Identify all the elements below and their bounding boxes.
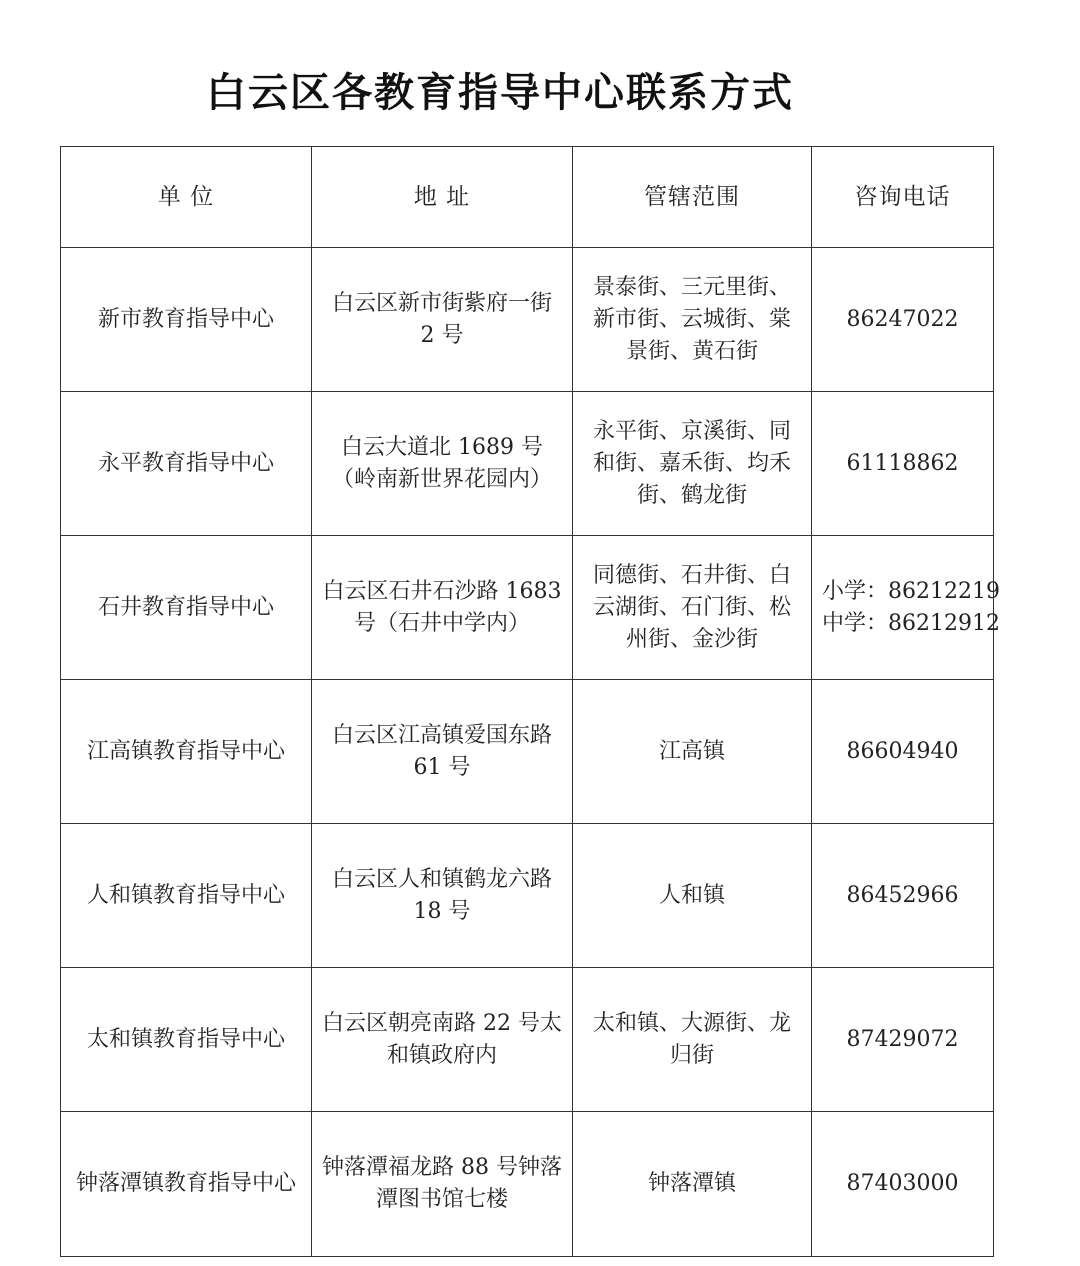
phone-number: 86452966 xyxy=(846,882,959,908)
table-body xyxy=(61,248,1000,1257)
unit-cell: 江高镇教育指导中心 xyxy=(61,680,312,824)
page-title: 白云区各教育指导中心联系方式 xyxy=(206,69,794,116)
address-cell: 白云区人和镇鹤龙六路 18 号 xyxy=(312,824,573,968)
phone-number-primary: 小学：86212219 xyxy=(822,578,1000,604)
address-cell: 白云区江高镇爱国东路 61 号 xyxy=(312,680,573,824)
header-phone: 咨询电话 xyxy=(812,147,994,248)
phone-cell xyxy=(812,392,994,536)
table-row xyxy=(61,248,994,392)
table-row xyxy=(61,1112,994,1257)
header-unit: 单 位 xyxy=(61,147,312,248)
unit-cell: 永平教育指导中心 xyxy=(61,392,312,536)
range-cell: 江高镇 xyxy=(573,680,812,824)
range-cell: 永平街、京溪街、同和街、嘉禾街、均禾街、鹤龙街 xyxy=(573,392,812,536)
unit-cell: 钟落潭镇教育指导中心 xyxy=(61,1112,312,1257)
table-row xyxy=(61,824,994,968)
phone-cell xyxy=(812,680,994,824)
phone-cell xyxy=(812,968,994,1112)
phone-cell xyxy=(812,536,1000,680)
phone-cell xyxy=(812,824,994,968)
table-row xyxy=(61,392,994,536)
range-cell: 同德街、石井街、白云湖街、石门街、松州街、金沙街 xyxy=(573,536,812,680)
phone-number: 86604940 xyxy=(846,738,959,764)
table-header xyxy=(61,147,994,248)
address-cell: 白云区朝亮南路 22 号太和镇政府内 xyxy=(312,968,573,1112)
unit-cell: 太和镇教育指导中心 xyxy=(61,968,312,1112)
phone-number: 87403000 xyxy=(846,1171,959,1196)
header-row xyxy=(61,147,994,248)
table-row xyxy=(61,536,994,680)
address-cell: 白云区新市街紫府一街 2 号 xyxy=(312,248,573,392)
address-cell: 白云大道北 1689 号（岭南新世界花园内） xyxy=(312,392,573,536)
unit-cell: 石井教育指导中心 xyxy=(61,536,312,680)
phone-number-middle: 中学：86212912 xyxy=(822,610,1000,636)
phone-number: 61118862 xyxy=(846,450,959,476)
contacts-table xyxy=(60,146,1000,1257)
unit-cell: 新市教育指导中心 xyxy=(61,248,312,392)
phone-number: 86247022 xyxy=(846,306,959,332)
header-range: 管辖范围 xyxy=(573,147,812,248)
range-cell: 景泰街、三元里街、新市街、云城街、棠景街、黄石街 xyxy=(573,248,812,392)
phone-cell xyxy=(812,248,994,392)
header-address: 地 址 xyxy=(312,147,573,248)
phone-number: 87429072 xyxy=(846,1026,959,1052)
unit-cell: 人和镇教育指导中心 xyxy=(61,824,312,968)
phone-cell xyxy=(812,1112,994,1257)
table-row xyxy=(61,680,994,824)
range-cell: 太和镇、大源街、龙归街 xyxy=(573,968,812,1112)
address-cell: 钟落潭福龙路 88 号钟落潭图书馆七楼 xyxy=(312,1112,573,1257)
address-cell: 白云区石井石沙路 1683 号（石井中学内） xyxy=(312,536,573,680)
range-cell: 钟落潭镇 xyxy=(573,1112,812,1257)
range-cell: 人和镇 xyxy=(573,824,812,968)
table-row xyxy=(61,968,994,1112)
